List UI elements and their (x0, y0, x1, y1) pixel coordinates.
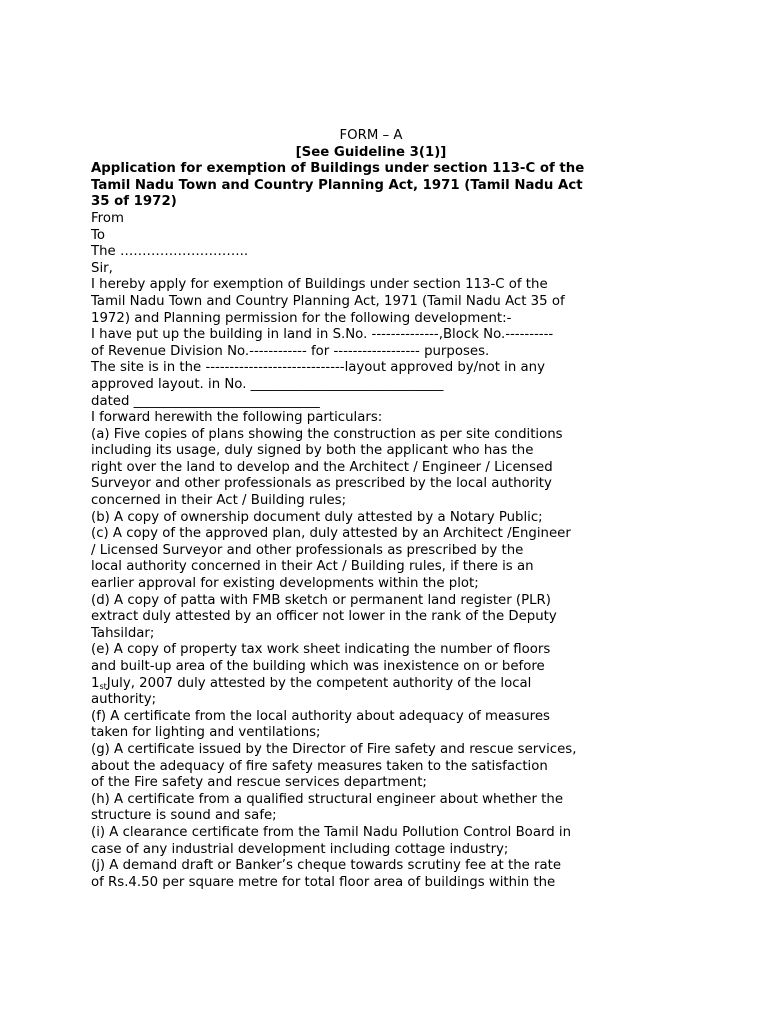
form-title (91, 161, 651, 211)
date-day: 1 (91, 675, 100, 691)
body-line: Tahsildar; (91, 625, 155, 641)
body-line: (f) A certificate from the local authority about adequacy of measures (91, 708, 550, 724)
body-line: The site is in the -----------------------------layout approved by/not in any (91, 360, 545, 376)
form-title-line: Tamil Nadu Town and Country Planning Act, 1971 (Tamil Nadu Act (91, 177, 583, 193)
body-line: (c) A copy of the approved plan, duly attested by an Architect /Engineer (91, 526, 571, 542)
body-line: (e) A copy of property tax work sheet indicating the number of floors (91, 642, 551, 658)
body-line: I have put up the building in land in S.No. --------------,Block No.---------- (91, 327, 554, 343)
body-line-date (91, 676, 651, 693)
body-line: authority; (91, 692, 157, 708)
body-line: (i) A clearance certificate from the Tamil Nadu Pollution Control Board in (91, 824, 571, 840)
body-line: I hereby apply for exemption of Buildings under section 113-C of the (91, 277, 548, 293)
form-label: FORM – A (339, 128, 403, 143)
body-line: of Revenue Division No.------------ for ------------------ purposes. (91, 343, 490, 359)
body-line: approved layout. in No. _____________________________ (91, 376, 444, 392)
body-line: right over the land to develop and the Architect / Engineer / Licensed (91, 459, 553, 475)
body-line: Surveyor and other professionals as prescribed by the local authority (91, 476, 552, 492)
body-line: of the Fire safety and rescue services department; (91, 775, 427, 791)
form-title-line: Application for exemption of Buildings under section 113-C of the (91, 161, 585, 177)
body-line: structure is sound and safe; (91, 808, 277, 824)
form-title-line: 35 of 1972) (91, 194, 177, 210)
body-line: From (91, 210, 124, 226)
guideline-reference: [See Guideline 3(1)] (295, 144, 447, 160)
body-line: (g) A certificate issued by the Director of Fire safety and rescue services, (91, 741, 577, 757)
date-ordinal-suffix: st (99, 681, 107, 691)
body-line: (b) A copy of ownership document duly attested by a Notary Public; (91, 509, 543, 525)
date-line-text: July, 2007 duly attested by the competent authority of the local (106, 675, 532, 691)
body-line: / Licensed Surveyor and other professionals as prescribed by the (91, 542, 524, 558)
body-line: Sir, (91, 260, 113, 276)
body-line: (h) A certificate from a qualified structural engineer about whether the (91, 791, 564, 807)
body-line: Tamil Nadu Town and Country Planning Act, 1971 (Tamil Nadu Act 35 of (91, 293, 565, 309)
body-line: extract duly attested by an officer not lower in the rank of the Deputy (91, 609, 557, 625)
body-line: dated ____________________________ (91, 393, 320, 409)
body-line: and built-up area of the building which was inexistence on or before (91, 659, 545, 674)
body-line: 1972) and Planning permission for the following development:- (91, 310, 512, 326)
body-line: about the adequacy of fire safety measures taken to the satisfaction (91, 758, 548, 774)
body-line: (d) A copy of patta with FMB sketch or permanent land register (PLR) (91, 592, 551, 608)
body-line: (a) Five copies of plans showing the construction as per site conditions (91, 426, 563, 442)
body-line: case of any industrial development including cottage industry; (91, 841, 509, 857)
body-line: local authority concerned in their Act / Building rules, if there is an (91, 559, 534, 575)
form-document (91, 128, 651, 891)
form-body (91, 211, 651, 676)
body-line: The ……………………….. (91, 244, 249, 260)
body-line: including its usage, duly signed by both the applicant who has the (91, 443, 534, 459)
form-body-continued (91, 692, 651, 891)
body-line: To (91, 227, 105, 243)
body-line: earlier approval for existing developments within the plot; (91, 576, 479, 592)
body-line: (j) A demand draft or Banker’s cheque towards scrutiny fee at the rate (91, 858, 562, 874)
body-line: taken for lighting and ventilations; (91, 725, 321, 741)
body-line: of Rs.4.50 per square metre for total floor area of buildings within the (91, 874, 556, 890)
body-line: I forward herewith the following particulars: (91, 410, 383, 426)
body-line: concerned in their Act / Building rules; (91, 493, 347, 509)
